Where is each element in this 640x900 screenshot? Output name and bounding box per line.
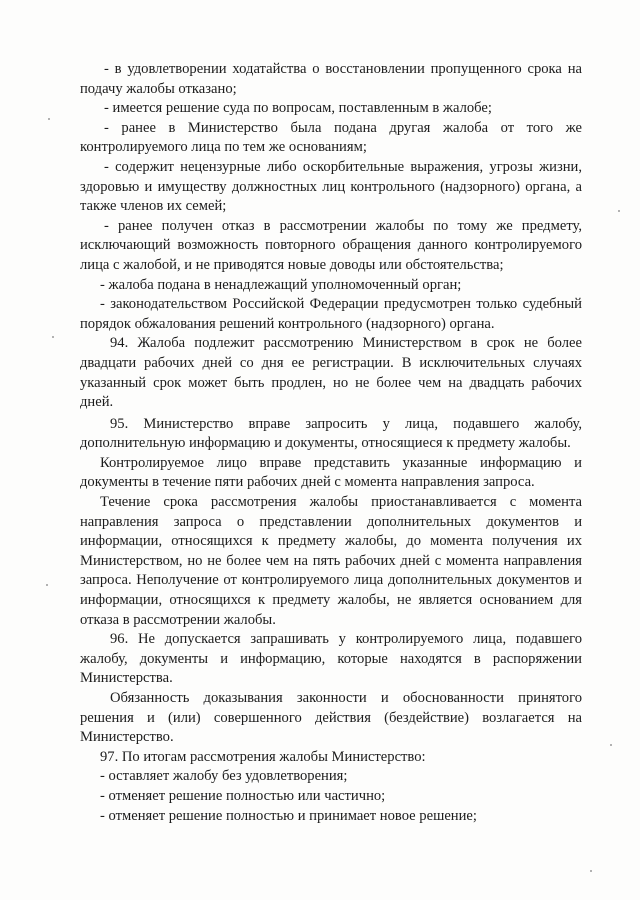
list-item-leave-unsatisfied: - оставляет жалобу без удовлетворения; [100, 768, 348, 785]
paragraph-judicial-only: - законодательством Российской Федерации предусмотрен только судебный порядок обжалования решений контрольного (надзорного) органа. [80, 296, 582, 332]
paragraph-burden-of-proof: Обязанность доказывания законности и обоснованности принятого решения и (или) совершенного действия (бездействие) возлагается на Министерство. [80, 690, 582, 746]
scan-speck [52, 336, 54, 338]
paragraph-term-suspension: Течение срока рассмотрения жалобы приостанавливается с момента направления запроса о представлении дополнительных документов и информации, относящихся к предмету жалобы, до момента получения их Министерством, но не более чем на пять рабочих дней с момента направления запроса. Неполучение от контролируемого лица дополнительных документов и информации, относящихся к предмету жалобы, не является основанием для отказа в рассмотрении жалобы. [80, 494, 582, 628]
scan-speck [618, 210, 620, 212]
list-item-cancel-new-decision: - отменяет решение полностью и принимает новое решение; [100, 807, 477, 824]
paragraph-wrong-authority: - жалоба подана в ненадлежащий уполномоченный орган; [100, 276, 462, 293]
document-body [80, 60, 582, 826]
paragraph-obscene-content: - содержит нецензурные либо оскорбительные выражения, угрозы жизни, здоровью и имуществу должностных лиц контрольного (надзорного) органа, а также членов их семей; [80, 158, 582, 215]
paragraph-court-decision: - имеется решение суда по вопросам, поставленным в жалобе; [104, 100, 492, 117]
paragraph-refusal-restore-term: - в удовлетворении ходатайства о восстановлении пропущенного срока на подачу жалобы отказано; [80, 61, 582, 97]
paragraph-previous-refusal: - ранее получен отказ в рассмотрении жалобы по тому же предмету, исключающий возможность повторного обращения данного контролируемого лица с жалобой, и не приводятся новые доводы или обстоятельства; [80, 217, 582, 273]
paragraph-94-review-term: 94. Жалоба подлежит рассмотрению Министерством в срок не более двадцати рабочих дней со дня ее регистрации. В исключительных случаях указанный срок может быть продлен, но не более чем на двадцать рабочих дней. [80, 335, 582, 411]
paragraph-95-request-info: 95. Министерство вправе запросить у лица, подавшего жалобу, дополнительную информацию и документы, относящиеся к предмету жалобы. [80, 415, 582, 452]
paragraph-97-results: 97. По итогам рассмотрения жалобы Министерство: [100, 748, 426, 765]
scan-speck [610, 744, 612, 746]
paragraph-96-no-request: 96. Не допускается запрашивать у контролируемого лица, подавшего жалобу, документы и информацию, которые находятся в распоряжении Министерства. [80, 631, 582, 687]
scan-speck [46, 584, 48, 586]
paragraph-controlled-person-provide: Контролируемое лицо вправе представить указанные информацию и документы в течение пяти рабочих дней с момента направления запроса. [80, 454, 582, 491]
scan-speck [48, 118, 50, 120]
list-item-cancel-partially: - отменяет решение полностью или частично; [100, 787, 386, 804]
scan-speck [590, 870, 592, 872]
paragraph-previous-complaint: - ранее в Министерство была подана другая жалоба от того же контролируемого лица по тем же основаниям; [80, 119, 582, 156]
